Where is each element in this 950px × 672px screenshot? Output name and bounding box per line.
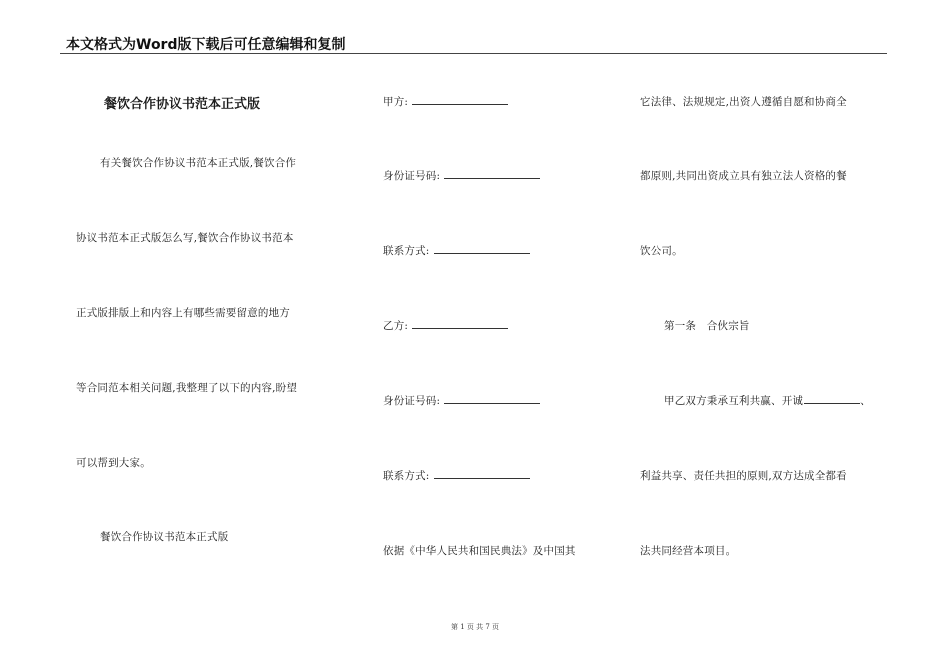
document-title: 餐饮合作协议书范本正式版 [104, 97, 261, 112]
col1-line-5: 可以帮到大家。 [76, 457, 151, 469]
col3-line-5-text: 甲乙双方秉承互利共赢、开诚 [664, 395, 804, 407]
party-a-label: 甲方: [383, 96, 409, 108]
contact-field-1 [383, 243, 530, 258]
col3-line-5 [664, 393, 871, 408]
col3-line-3: 饮公司。 [640, 245, 683, 257]
contact-blank-2 [434, 468, 530, 479]
article-heading: 第一条 合伙宗旨 [664, 320, 750, 332]
id-field-2 [383, 393, 540, 408]
document-header: 本文格式为Word版下载后可任意编辑和复制 [66, 37, 346, 53]
col3-line-5-tail: 、 [860, 395, 871, 407]
col3-line-2: 都原则,共同出资成立具有独立法人资格的餐 [640, 170, 847, 182]
col1-line-1: 有关餐饮合作协议书范本正式版,餐饮合作 [100, 157, 297, 169]
id-blank-2 [444, 393, 540, 404]
basis-line: 依据《中华人民共和国民典法》及中国其 [383, 545, 576, 557]
id-field-1 [383, 168, 540, 183]
id-blank-1 [444, 168, 540, 179]
contact-label-2: 联系方式: [383, 470, 430, 482]
col1-line-4: 等合同范本相关问题,我整理了以下的内容,盼望 [76, 382, 298, 394]
col1-line-6: 餐饮合作协议书范本正式版 [100, 531, 229, 543]
col1-line-2: 协议书范本正式版怎么写,餐饮合作协议书范本 [76, 232, 294, 244]
page-number: 第 1 页 共 7 页 [450, 623, 500, 631]
party-b-field [383, 318, 508, 333]
party-b-blank [412, 318, 508, 329]
contact-field-2 [383, 468, 530, 483]
party-a-field [383, 94, 508, 109]
col1-line-3: 正式版排版上和内容上有哪些需要留意的地方 [76, 307, 290, 319]
purpose-blank [804, 393, 860, 404]
id-label-1: 身份证号码: [383, 170, 441, 182]
contact-label-1: 联系方式: [383, 245, 430, 257]
party-b-label: 乙方: [383, 320, 409, 332]
party-a-blank [412, 94, 508, 105]
col3-line-6: 利益共享、责任共担的原则,双方达成全都看 [640, 470, 847, 482]
col3-line-7: 法共同经营本项目。 [640, 545, 737, 557]
id-label-2: 身份证号码: [383, 395, 441, 407]
header-divider [60, 53, 887, 54]
contact-blank-1 [434, 243, 530, 254]
col3-line-1: 它法律、法规规定,出资人遵循自愿和协商全 [640, 96, 847, 108]
